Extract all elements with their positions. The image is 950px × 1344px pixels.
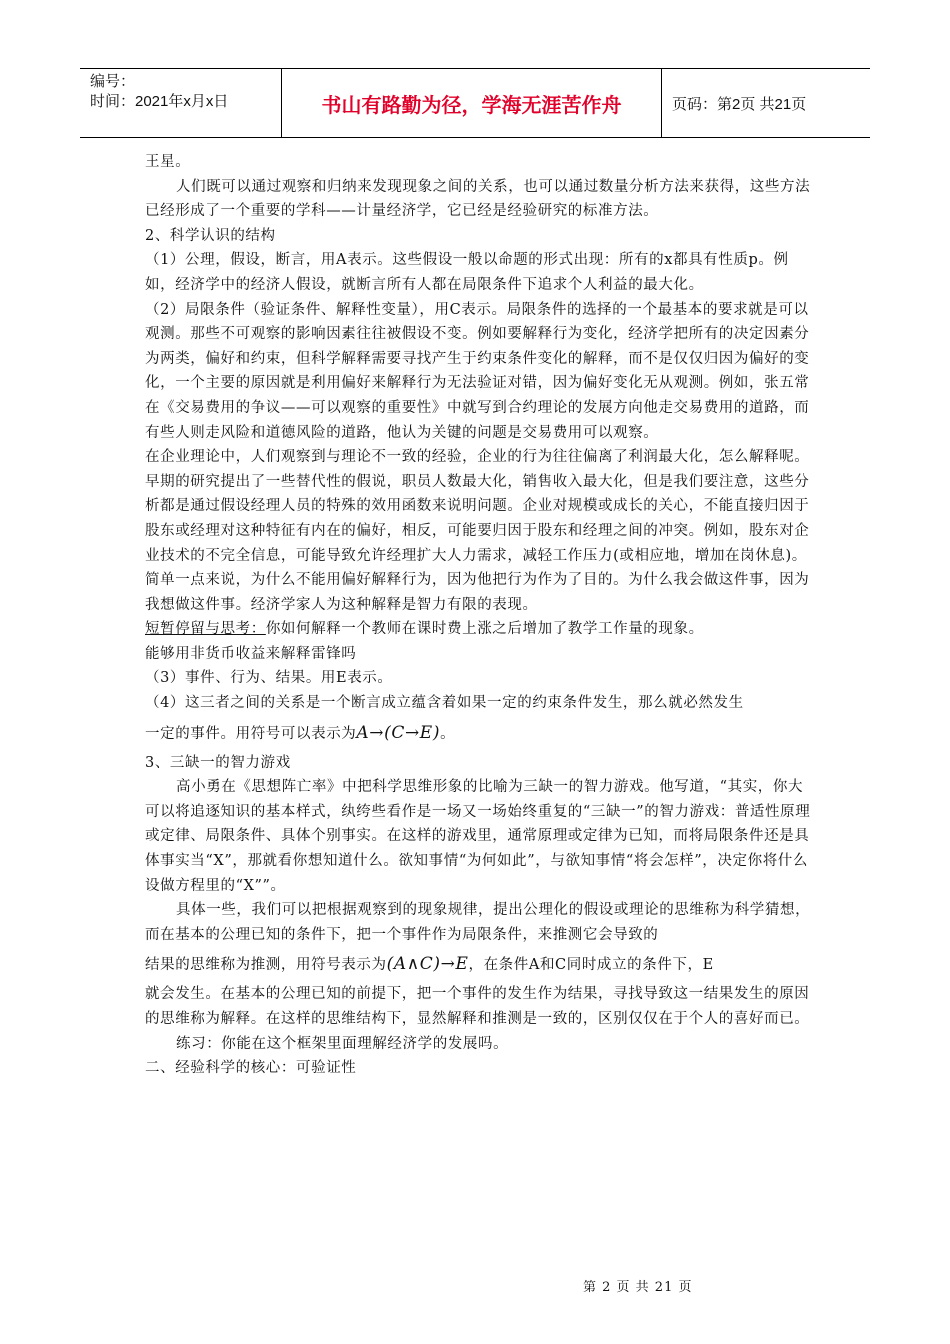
header-meta <box>80 69 282 137</box>
paragraph <box>145 617 811 642</box>
paragraph-text: 你如何解释一个教师在课时费上涨之后增加了教学工作量的现象。 <box>265 621 704 638</box>
pause-and-think-label: 短暂停留与思考： <box>145 621 266 638</box>
paragraph: （4）这三者之间的关系是一个断言成立蕴含着如果一定的约束条件发生，那么就必然发生 <box>145 695 744 712</box>
formula: (A∧C)→E <box>386 954 469 975</box>
paragraph-text: 一定的事件。用符号可以表示为 <box>145 725 357 742</box>
document-body <box>145 150 811 1081</box>
paragraph: （3）事件、行为、结果。用E表示。 <box>145 670 393 687</box>
header-motto: 书山有路勤为径，学海无涯苦作舟 <box>282 69 662 137</box>
paragraph: 高小勇在《思想阵亡率》中把科学思维形象的比喻为三缺一的智力游戏。他写道，“其实，你大可以将追逐知识的基本样式，纨绔些看作是一场又一场始终重复的“三缺一”的智力游戏：普适性原理或定律、局限条件、具体个别事实。在这样的游戏里，通常原理或定律为已知，而将局限条件还是具体事实当“X”，那就看你想知道什么。欲知事情“为何如此”，与欲知事情“将会怎样”，决定你将什么设做方程里的“X””。 <box>145 779 811 894</box>
paragraph: 就会发生。在基本的公理已知的前提下，把一个事件的发生作为结果，寻找导致这一结果发生的原因的思维称为解释。在这样的思维结构下，显然解释和推测是一致的，区别仅仅在于个人的喜好而已。 <box>145 986 810 1027</box>
section-heading: 3、三缺一的智力游戏 <box>145 754 291 771</box>
paragraph: 王星。 <box>145 154 191 170</box>
serial-number: 编号： <box>90 73 136 90</box>
section-heading: 2、科学认识的结构 <box>145 227 276 244</box>
paragraph-text: 结果的思维称为推测，用符号表示为 <box>145 957 387 974</box>
paragraph: 能够用非货币收益来解释雷锋吗 <box>145 645 357 662</box>
page-header <box>80 68 870 138</box>
paragraph: （2）局限条件（验证条件、解释性变量），用C表示。局限条件的选择的一个最基本的要求就是可以观测。那些不可观察的影响因素往往被假设不变。例如要解释行为变化，经济学把所有的决定因素分为两类，偏好和约束，但科学解释需要寻找产生于约束条件变化的解释，而不是仅仅归因为偏好的变化，一个主要的原因就是利用偏好来解释行为无法验证对错，因为偏好变化无从观测。例如，张五常在《交易费用的争议——可以观察的重要性》中就写到合约理论的发展方向他走交易费用的道路，而有些人则走风险和道德风险的道路，他认为关键的问题是交易费用可以观察。 <box>145 301 810 441</box>
paragraph: （1）公理，假设，断言，用A表示。这些假设一般以命题的形式出现：所有的x都具有性质p。例如，经济学中的经济人假设，就断言所有人都在局限条件下追求个人利益的最大化。 <box>145 252 789 293</box>
paragraph <box>145 947 811 982</box>
paragraph: 在企业理论中，人们观察到与理论不一致的经验，企业的行为往往偏离了利润最大化，怎么解释呢。早期的研究提出了一些替代性的假说，职员人数最大化，销售收入最大化，但是我们要注意，这些分析都是通过假设经理人员的特殊的效用函数来说明问题。企业对规模或成长的关心，不能直接归因于股东或经理对这种特征有内在的偏好，相反，可能要归因于股东和经理之间的冲突。例如，股东对企业技术的不完全信息，可能导致允许经理扩大人力需求，减轻工作压力(或相应地，增加在岗休息)。 <box>145 449 810 564</box>
paragraph-text: 。 <box>440 725 456 742</box>
paragraph: 简单一点来说，为什么不能用偏好解释行为，因为他把行为作为了目的。为什么我会做这件事，因为我想做这件事。经济学家人为这种解释是智力有限的表现。 <box>145 572 810 613</box>
paragraph: 练习：你能在这个框架里面理解经济学的发展吗。 <box>176 1035 509 1052</box>
paragraph: 人们既可以通过观察和归纳来发现现象之间的关系，也可以通过数量分析方法来获得，这些方法已经形成了一个重要的学科——计量经济学，它已经是经验研究的标准方法。 <box>145 178 811 220</box>
paragraph-text: ，在条件A和C同时成立的条件下，E <box>468 957 714 974</box>
date-line: 时间：2021年x月x日 <box>90 93 229 110</box>
header-page-info: 页码：第2页 共21页 <box>672 95 807 113</box>
formula: A→(C→E) <box>356 722 441 743</box>
page-footer: 第 2 页 共 21 页 <box>583 1280 693 1295</box>
section-heading: 二、经验科学的核心：可验证性 <box>145 1060 357 1077</box>
paragraph: 具体一些，我们可以把根据观察到的现象规律，提出公理化的假设或理论的思维称为科学猜想，而在基本的公理已知的条件下，把一个事件作为局限条件，来推测它会导致的 <box>145 902 811 943</box>
paragraph <box>145 716 811 751</box>
